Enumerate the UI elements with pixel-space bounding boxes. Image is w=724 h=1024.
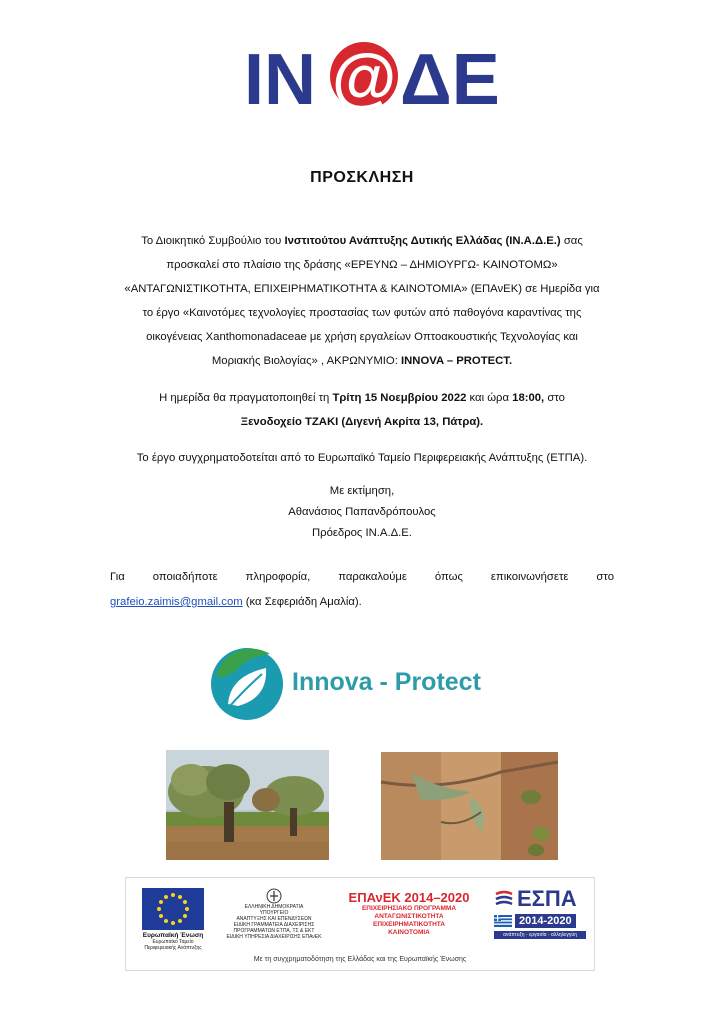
contact-word: πληροφορία, [245,571,311,583]
svg-text:ΙΝ: ΙΝ [244,40,316,120]
funding-banner [125,877,595,971]
ministry-line-6: ΕΙΔΙΚΗ ΥΠΗΡΕΣΙΑ ΔΙΑΧΕΙΡΙΣΗΣ ΕΠΑνΕΚ [226,934,322,940]
contact-word: οποιαδήποτε [152,571,218,583]
espa-logo [494,886,586,956]
ministry-line-2: ΥΠΟΥΡΓΕΙΟ [259,910,289,916]
ministry-logo [224,888,324,958]
espa-years: 2014-2020 [515,914,576,928]
funding-note: Το έργο συγχρηματοδοτείται από το Ευρωπαϊκό Ταμείο Περιφερειακής Ανάπτυξης (ΕΤΠΑ). [136,452,588,464]
eu-title: Ευρωπαϊκή Ένωση [142,932,204,939]
innova-logo-text: Innova - Protect [292,668,481,696]
olive-branch-image [381,752,558,860]
contact-email-link[interactable]: grafeio.zaimis@gmail.com [110,596,243,608]
leaf-globe-icon [210,646,290,722]
contact-word: επικοινωνήσετε [490,571,569,583]
page-title: ΠΡΟΣΚΛΗΣΗ [310,169,414,186]
event-line-1: Η ημερίδα θα πραγματοποιηθεί τη Τρίτη 15 Νοεμβρίου 2022 και ώρα 18:00, στο [159,392,565,404]
olive-grove-photo [166,750,329,860]
event-details [60,386,664,434]
invitation-line-6: Μοριακής Βιολογίας» , ΑΚΡΩΝΥΜΙΟ: INNOVA – PROTECT. [211,355,513,367]
contact-email-line [110,596,362,608]
ministry-line-1: ΕΛΛΗΝΙΚΗ ΔΗΜΟΚΡΑΤΙΑ [244,904,304,910]
ministry-line-3: ΑΝΑΠΤΥΞΗΣ ΚΑΙ ΕΠΕΝΔΥΣΕΩΝ [236,916,312,922]
eu-logo [138,888,208,958]
contact-word: στο [596,571,614,583]
epanek-line-4: ΚΑΙΝΟΤΟΜΙΑ [388,929,430,936]
inade-logo [0,30,724,120]
inade-logo-mark [242,30,500,120]
espa-title: ΕΣΠΑ [517,886,577,911]
eu-flag-icon [142,888,204,930]
olive-branch-photo [381,752,558,860]
espa-tagline: ανάπτυξη - εργασία - αλληλεγγύη [494,931,586,939]
epanek-line-2: ΑΝΤΑΓΩΝΙΣΤΙΚΟΤΗΤΑ [374,913,444,920]
olive-grove-image [166,750,329,860]
eu-subtitle-1: Ευρωπαϊκό Ταμείο [152,939,194,945]
signature-name: Αθανάσιος Παπανδρόπουλος [288,506,436,518]
contact-word: όπως [434,571,463,583]
invitation-line-2: προσκαλεί στο πλαίσιο της δράσης «ΕΡΕΥΝΩ – ΔΗΜΙΟΥΡΓΩ- ΚΑΙΝΟΤΟΜΩ» [166,259,558,271]
invitation-line-5: οικογένειας Xanthomonadaceae με χρήση εργαλείων Οπτοακουστικής Τεχνολογίας και [146,331,578,343]
greek-flag-icon [494,915,512,927]
ministry-line-4: ΕΙΔΙΚΗ ΓΡΑΜΜΑΤΕΙΑ ΔΙΑΧΕΙΡΙΣΗΣ [233,922,315,928]
epanek-line-1: ΕΠΙΧΕΙΡΗΣΙΑΚΟ ΠΡΟΓΡΑΜΜΑ [361,905,457,912]
svg-text:@: @ [331,40,397,114]
signature-block [60,481,664,544]
eu-subtitle-2: Περιφερειακής Ανάπτυξης [144,945,202,951]
epanek-logo [344,890,474,956]
epanek-title: ΕΠΑνΕΚ 2014–2020 [348,890,470,905]
contact-line [110,571,614,583]
contact-person: (κα Σεφεριάδη Αμαλία). [242,596,362,608]
invitation-line-4: το έργο «Καινοτόμες τεχνολογίες προστασίας των φυτών από παθογόνα καραντίνας της [142,307,582,319]
signature-closing: Με εκτίμηση, [329,485,395,497]
invitation-paragraph [60,229,664,373]
innova-protect-logo [210,646,500,722]
banner-footer: Με τη συγχρηματοδότηση της Ελλάδας και της Ευρωπαϊκής Ένωσης [253,956,467,963]
espa-waves-icon [494,889,514,909]
invitation-line-3: «ΑΝΤΑΓΩΝΙΣΤΙΚΟΤΗΤΑ, ΕΠΙΧΕΙΡΗΜΑΤΙΚΟΤΗΤΑ & ΚΑΙΝΟΤΟΜΙΑ» (ΕΠΑνΕΚ) σε Ημερίδα για [124,283,600,295]
event-venue: Ξενοδοχείο ΤΖΑΚΙ (Διγενή Ακρίτα 13, Πάτρα). [240,416,484,428]
signature-role: Πρόεδρος ΙΝ.Α.Δ.Ε. [312,527,412,539]
epanek-line-3: ΕΠΙΧΕΙΡΗΜΑΤΙΚΟΤΗΤΑ [373,921,445,928]
svg-text:ΔΕ: ΔΕ [400,40,500,120]
ministry-line-5: ΠΡΟΓΡΑΜΜΑΤΩΝ ΕΤΠΑ, ΤΣ & ΕΚΤ [233,928,315,934]
contact-word: Για [110,571,125,583]
invitation-line-1: Το Διοικητικό Συμβούλιο του Ινστιτούτου Ανάπτυξης Δυτικής Ελλάδας (ΙΝ.Α.Δ.Ε.) σας [141,235,583,247]
contact-word: παρακαλούμε [338,571,407,583]
greek-emblem-icon [266,888,282,904]
